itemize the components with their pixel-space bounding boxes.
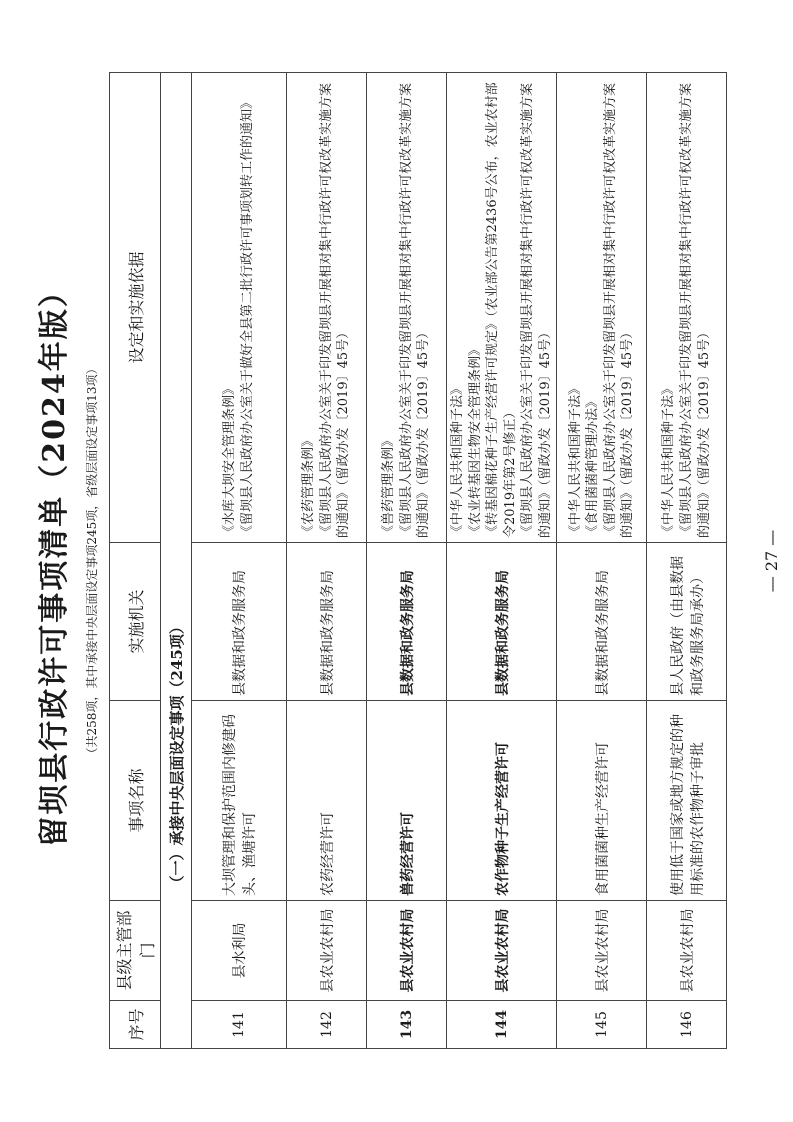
table-row bbox=[446, 73, 556, 1049]
section-label: （一）承接中央层面设定事项（245项） bbox=[160, 73, 191, 901]
basis-line: 《中华人民共和国种子法》 bbox=[567, 381, 583, 538]
row-dept: 县农业农村局 bbox=[646, 901, 726, 1001]
row-org: 县数据和政务服务局 bbox=[286, 543, 366, 701]
basis-line: 《转基因棉花种子生产经营许可规定》（农业部公告第2436号公布，农业农村部令2019年第2号修正） bbox=[484, 82, 518, 538]
row-name: 农作物种子生产经营许可 bbox=[446, 701, 556, 901]
basis-line: 《中华人民共和国种子法》 bbox=[660, 381, 676, 538]
row-basis bbox=[556, 73, 646, 543]
row-name: 食用菌菌种生产经营许可 bbox=[556, 701, 646, 901]
row-basis bbox=[366, 73, 446, 543]
table-header-row bbox=[109, 73, 160, 1049]
basis-line: 《留坝县人民政府办公室关于印发留坝县开展相对集中行政许可权改革实施方案的通知》（留政办发〔2019〕45号） bbox=[602, 82, 635, 538]
row-dept: 县农业农村局 bbox=[556, 901, 646, 1001]
basis-line: 《留坝县人民政府办公室关于做好全县第二批行政许可事项划转工作的通知》 bbox=[239, 95, 255, 538]
row-basis bbox=[646, 73, 726, 543]
table-row bbox=[646, 73, 726, 1049]
row-dept: 县农业农村局 bbox=[366, 901, 446, 1001]
row-basis bbox=[286, 73, 366, 543]
row-name: 兽药经营许可 bbox=[366, 701, 446, 901]
basis-line: 《农业转基因生物安全管理条例》 bbox=[467, 342, 483, 538]
row-dept: 县水利局 bbox=[191, 901, 286, 1001]
row-org: 县数据和政务服务局 bbox=[191, 543, 286, 701]
basis-line: 《留坝县人民政府办公室关于印发留坝县开展相对集中行政许可权改革实施方案的通知》（留政办发〔2019〕45号） bbox=[398, 82, 431, 538]
basis-line: 《兽药管理条例》 bbox=[380, 433, 396, 538]
row-basis bbox=[191, 73, 286, 543]
permit-table bbox=[109, 72, 727, 1049]
row-dept: 县农业农村局 bbox=[446, 901, 556, 1001]
table-row bbox=[556, 73, 646, 1049]
row-org: 县人民政府（由县数据和政务服务局承办） bbox=[646, 543, 726, 701]
header-basis: 设定和实施依据 bbox=[109, 73, 160, 543]
row-name: 大坝管理和保护范围内修建码头、渔塘许可 bbox=[191, 701, 286, 901]
row-org: 县数据和政务服务局 bbox=[366, 543, 446, 701]
section-row bbox=[160, 73, 191, 1049]
header-org: 实施机关 bbox=[109, 543, 160, 701]
basis-line: 《留坝县人民政府办公室关于印发留坝县开展相对集中行政许可权改革实施方案的通知》（留政办发〔2019〕45号） bbox=[318, 82, 351, 538]
row-org: 县数据和政务服务局 bbox=[446, 543, 556, 701]
row-name: 使用低于国家或地方规定的种用标准的农作物种子审批 bbox=[646, 701, 726, 901]
table-row bbox=[191, 73, 286, 1049]
basis-line: 《中华人民共和国种子法》 bbox=[449, 381, 465, 538]
row-no: 141 bbox=[191, 1001, 286, 1049]
page-number: — 27 — bbox=[761, 529, 781, 593]
row-dept: 县农业农村局 bbox=[286, 901, 366, 1001]
basis-line: 《留坝县人民政府办公室关于印发留坝县开展相对集中行政许可权改革实施方案的通知》（留政办发〔2019〕45号） bbox=[519, 82, 553, 538]
table-row bbox=[366, 73, 446, 1049]
rotated-page bbox=[17, 51, 781, 1071]
header-name: 事项名称 bbox=[109, 701, 160, 901]
basis-line: 《食用菌菌种管理办法》 bbox=[584, 394, 600, 538]
row-basis bbox=[446, 73, 556, 543]
row-org: 县数据和政务服务局 bbox=[556, 543, 646, 701]
basis-line: 《留坝县人民政府办公室关于印发留坝县开展相对集中行政许可权改革实施方案的通知》（留政办发〔2019〕45号） bbox=[678, 82, 712, 538]
page-subtitle: （共258项，其中承接中央层面设定事项245项，省级层面设定事项13项） bbox=[84, 362, 99, 760]
table-row bbox=[286, 73, 366, 1049]
row-no: 146 bbox=[646, 1001, 726, 1049]
row-no: 145 bbox=[556, 1001, 646, 1049]
basis-line: 《水库大坝安全管理条例》 bbox=[221, 381, 237, 538]
header-no: 序号 bbox=[109, 1001, 160, 1049]
row-no: 142 bbox=[286, 1001, 366, 1049]
row-no: 143 bbox=[366, 1001, 446, 1049]
page-title: 留坝县行政许可事项清单（2024年版） bbox=[36, 275, 72, 847]
header-dept: 县级主管部门 bbox=[109, 901, 160, 1001]
basis-line: 《农药管理条例》 bbox=[300, 433, 316, 538]
row-no: 144 bbox=[446, 1001, 556, 1049]
row-name: 农药经营许可 bbox=[286, 701, 366, 901]
